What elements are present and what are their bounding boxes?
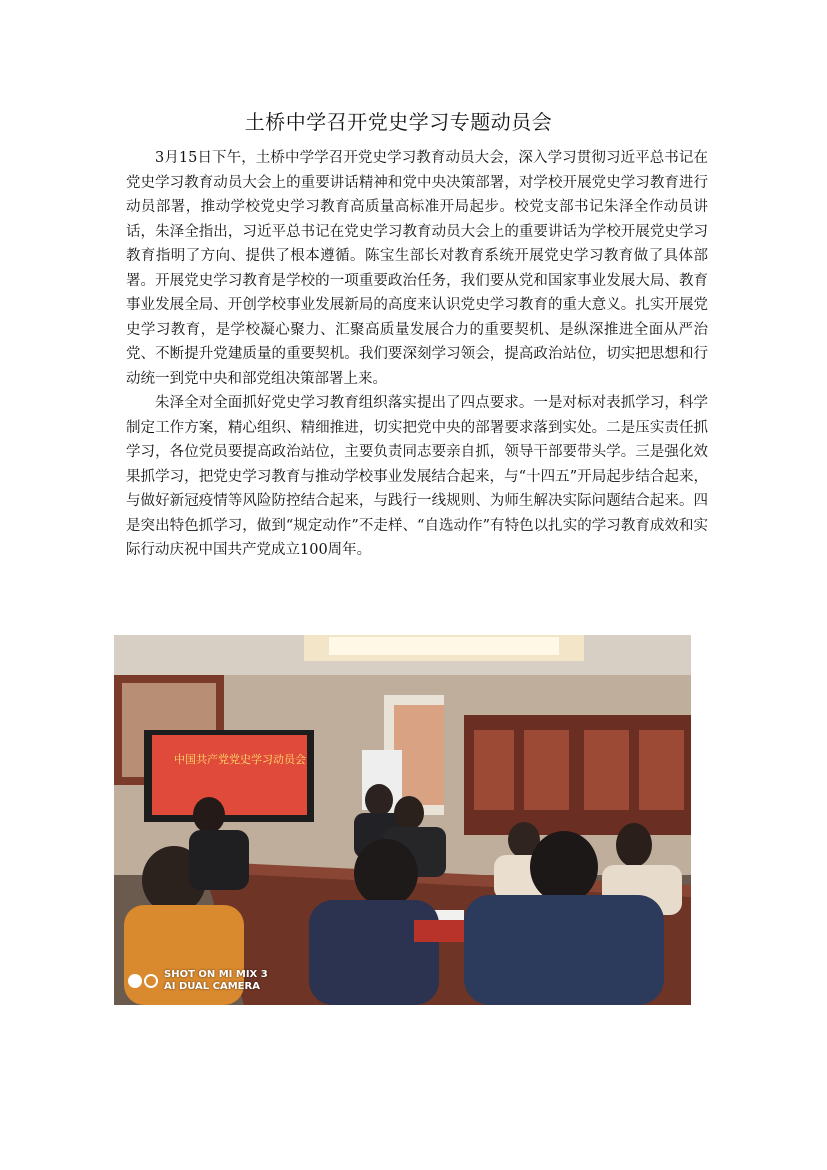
article-body (126, 146, 708, 563)
paragraph-2: 朱泽全对全面抓好党史学习教育组织落实提出了四点要求。一是对标对表抓学习，科学制定工作方案，精心组织、精细推进，切实把党中央的部署要求落到实处。二是压实责任抓学习，各位党员要提高政治站位，主要负责同志要亲自抓，领导干部要带头学。三是强化效果抓学习，把党史学习教育与推动学校事业发展结合起来，与“十四五”开局起步结合起来，与做好新冠疫情等风险防控结合起来，与践行一线规则、为师生解决实际问题结合起来。四是突出特色抓学习，做到“规定动作”不走样、“自选动作”有特色以扎实的学习教育成效和实际行动庆祝中国共产党成立100周年。 (126, 395, 708, 558)
paragraph-1: 3月15日下午，土桥中学学召开党史学习教育动员大会，深入学习贯彻习近平总书记在党史学习教育动员大会上的重要讲话精神和党中央决策部署，对学校开展党史学习教育进行动员部署，推动学校党史学习教育高质量高标准开局起步。校党支部书记朱泽全作动员讲话，朱泽全指出，习近平总书记在党史学习教育动员大会上的重要讲话为学校开展党史学习教育指明了方向、提供了根本遵循。陈宝生部长对教育系统开展党史学习教育做了具体部署。开展党史学习教育是学校的一项重要政治任务，我们要从党和国家事业发展大局、教育事业发展全局、开创学校事业发展新局的高度来认识党史学习教育的重大意义。扎实开展党史学习教育，是学校凝心聚力、汇聚高质量发展合力的重要契机、是纵深推进全面从严治党、不断提升党建质量的重要契机。我们要深刻学习领会，提高政治站位，切实把思想和行动统一到党中央和部党组决策部署上来。 (126, 150, 708, 387)
camera-watermark (128, 969, 268, 993)
camera-logo-icon (128, 974, 158, 988)
article-title: 土桥中学召开党史学习专题动员会 (244, 110, 553, 134)
watermark-line-1: SHOT ON MI MIX 3 (164, 969, 268, 980)
watermark-line-2: AI DUAL CAMERA (164, 981, 260, 992)
meeting-photo (114, 635, 691, 1005)
screen-title: 中国共产党党史学习动员会 (174, 753, 306, 766)
meeting-photo-illustration (114, 635, 691, 1005)
